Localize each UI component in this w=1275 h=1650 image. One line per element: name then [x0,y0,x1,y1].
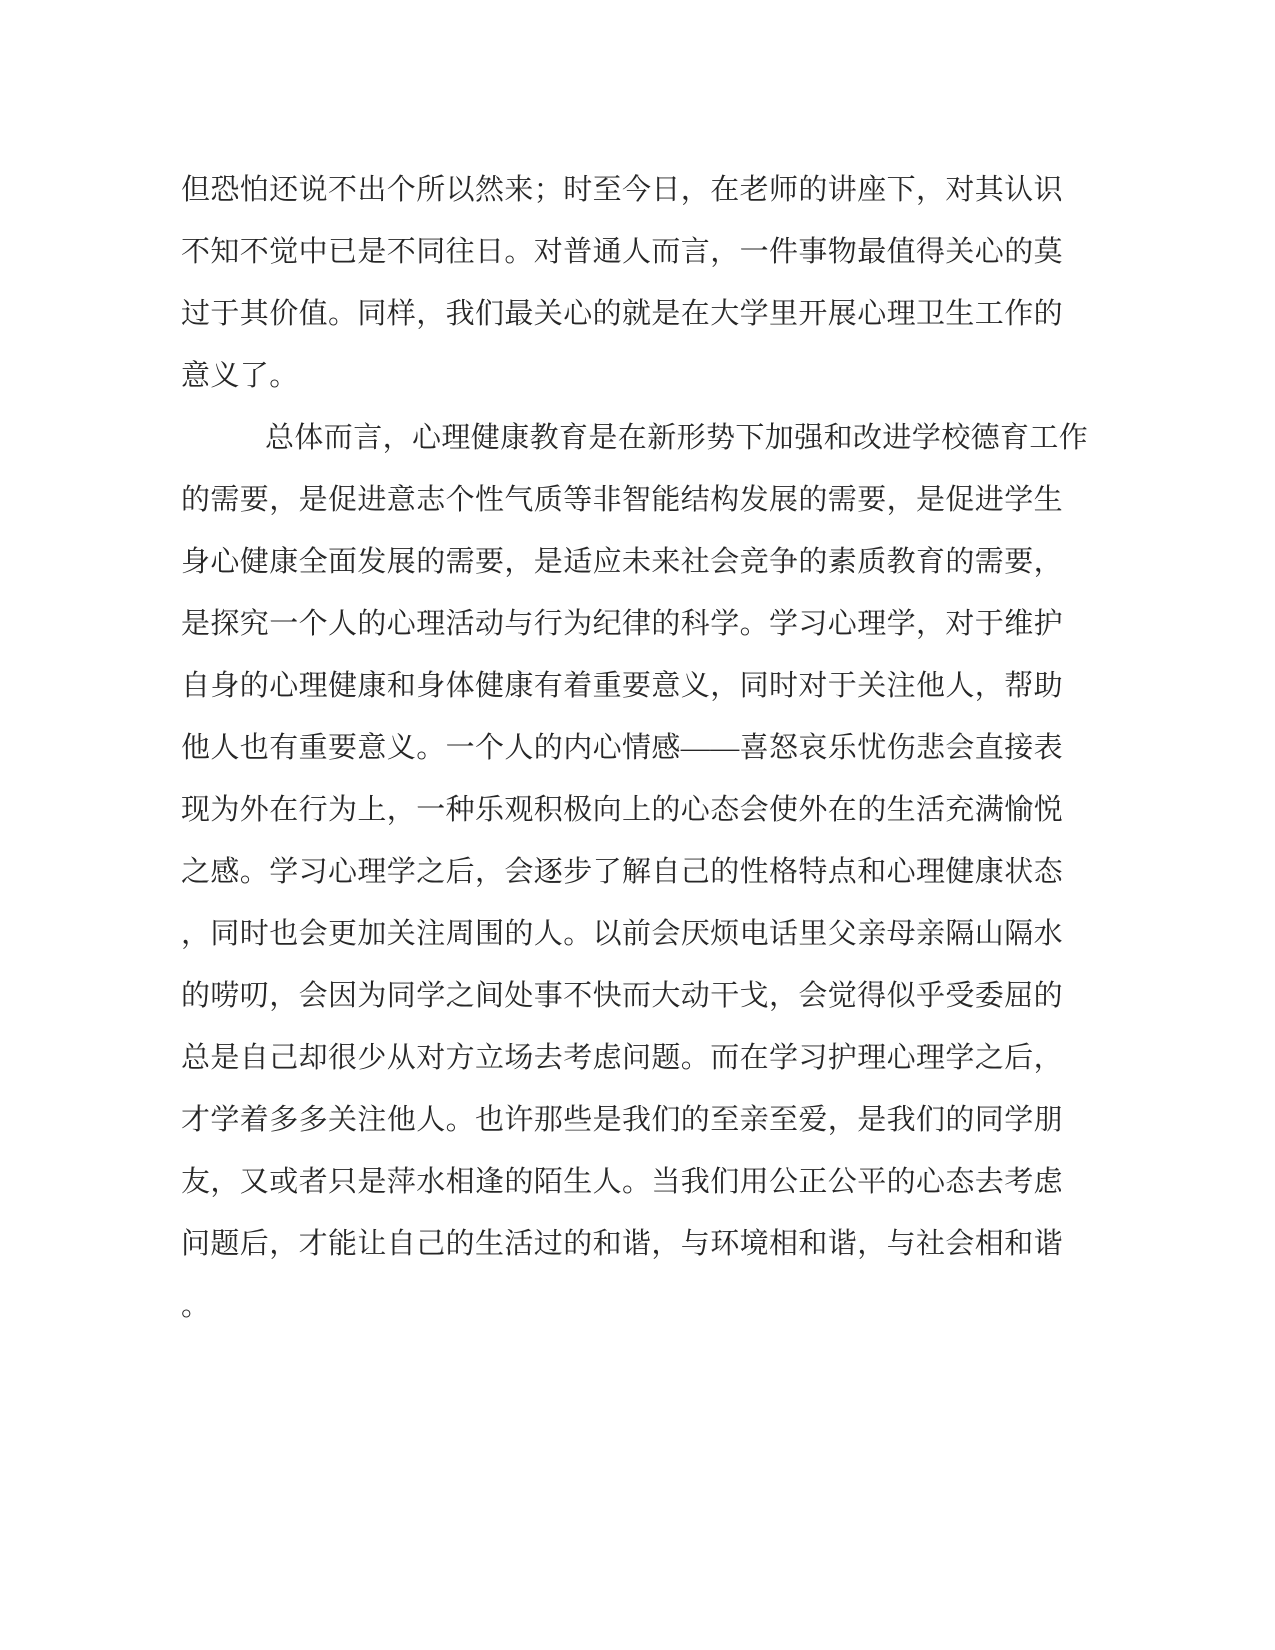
text-line: ，同时也会更加关注周围的人。以前会厌烦电话里父亲母亲隔山隔水 [181,918,1064,950]
text-line: 问题后，才能让自己的生活过的和谐，与环境相和谐，与社会相和谐 [181,1228,1064,1260]
text-line: 意义了。 [181,360,299,392]
text-line: 总是自己却很少从对方立场去考虑问题。而在学习护理心理学之后， [181,1042,1064,1074]
text-line: 他人也有重要意义。一个人的内心情感——喜怒哀乐忧伤悲会直接表 [181,732,1064,764]
text-line: 是探究一个人的心理活动与行为纪律的科学。学习心理学，对于维护 [181,608,1064,640]
text-line: 才学着多多关注他人。也许那些是我们的至亲至爱，是我们的同学朋 [181,1104,1064,1136]
text-line: 友，又或者只是萍水相逢的陌生人。当我们用公正公平的心态去考虑 [181,1166,1064,1198]
text-line: 过于其价值。同样，我们最关心的就是在大学里开展心理卫生工作的 [181,298,1064,330]
text-line: 的唠叨，会因为同学之间处事不快而大动干戈，会觉得似乎受委屈的 [181,980,1064,1012]
text-block [181,159,1091,1337]
text-line: 之感。学习心理学之后，会逐步了解自己的性格特点和心理健康状态 [181,856,1064,888]
text-line: 的需要，是促进意志个性气质等非智能结构发展的需要，是促进学生 [181,484,1064,516]
text-line: 自身的心理健康和身体健康有着重要意义，同时对于关注他人，帮助 [181,670,1064,702]
text-line: 。 [181,1290,211,1322]
text-line: 现为外在行为上，一种乐观积极向上的心态会使外在的生活充满愉悦 [181,794,1064,826]
text-line: 总体而言，心理健康教育是在新形势下加强和改进学校德育工作 [265,422,1089,454]
text-line: 但恐怕还说不出个所以然来；时至今日，在老师的讲座下，对其认识 [181,174,1064,206]
text-line: 不知不觉中已是不同往日。对普通人而言，一件事物最值得关心的莫 [181,236,1064,268]
text-line: 身心健康全面发展的需要，是适应未来社会竞争的素质教育的需要， [181,546,1064,578]
